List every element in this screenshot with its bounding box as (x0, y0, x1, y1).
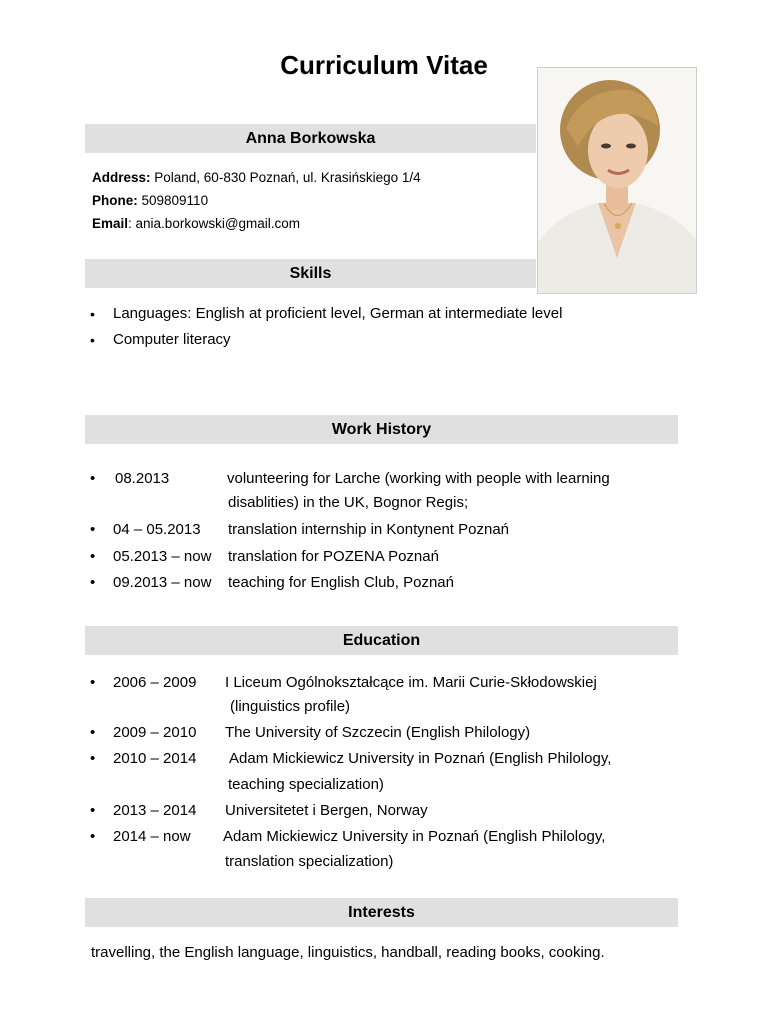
entry-date: 05.2013 – now (113, 548, 212, 565)
education-header (85, 626, 678, 655)
entry-description: Adam Mickiewicz University in Poznań (English Philology, (223, 828, 606, 845)
entry-description: volunteering for Larche (working with people with learning (227, 470, 610, 487)
phone-label: Phone: (92, 193, 138, 208)
bullet: • (90, 750, 96, 767)
list-item (90, 327, 231, 353)
entry-date: 2006 – 2009 (113, 674, 197, 691)
bullet: • (90, 674, 96, 691)
entry-date: 2010 – 2014 (113, 750, 197, 767)
profile-photo (537, 67, 697, 294)
work-history-title: Work History (331, 420, 432, 438)
entry-description-continued: translation specialization) (225, 853, 394, 870)
entry-description: translation internship in Kontynent Poznań (228, 521, 510, 538)
skills-title: Skills (289, 264, 332, 282)
address-value: Poland, 60-830 Poznań, ul. Krasińskiego 1/4 (150, 170, 421, 185)
entry-date: 2014 – now (113, 828, 191, 845)
phone-value: 509809110 (137, 193, 209, 208)
entry-description-continued: teaching specialization) (228, 776, 384, 793)
entry-description: Universitetet i Bergen, Norway (225, 802, 428, 819)
skill-text: Languages: English at proficient level, German at intermediate level (113, 305, 563, 322)
interests-header (85, 898, 678, 927)
skill-text: Computer literacy (113, 331, 231, 348)
entry-date: 2009 – 2010 (113, 724, 197, 741)
page-title: Curriculum Vitae (280, 50, 488, 80)
bullet: • (90, 332, 95, 348)
bullet: • (90, 828, 96, 845)
bullet: • (90, 470, 96, 487)
entry-date: 04 – 05.2013 (113, 521, 201, 538)
bullet: • (90, 802, 96, 819)
education-title: Education (342, 631, 421, 649)
entry-description: translation for POZENA Poznań (228, 548, 439, 565)
interests-text: travelling, the English language, linguistics, handball, reading books, cooking. (91, 944, 605, 961)
entry-date: 2013 – 2014 (113, 802, 197, 819)
candidate-name: Anna Borkowska (245, 129, 376, 147)
name-header (85, 124, 536, 153)
entry-description-continued: disablities) in the UK, Bognor Regis; (228, 494, 469, 511)
bullet: • (90, 574, 96, 591)
list-item (90, 301, 562, 327)
email-value: : ania.borkowski@gmail.com (128, 216, 301, 231)
email-label: Email (92, 216, 129, 231)
contact-block (92, 166, 421, 235)
work-history-header (85, 415, 678, 444)
entry-date: 09.2013 – now (113, 574, 212, 591)
entry-date: 08.2013 (115, 470, 170, 487)
address-label: Address: (92, 170, 151, 185)
bullet: • (90, 306, 95, 322)
interests-title: Interests (348, 903, 415, 921)
entry-description: Adam Mickiewicz University in Poznań (English Philology, (229, 750, 612, 767)
email-line (92, 212, 421, 235)
bullet: • (90, 548, 96, 565)
bullet: • (90, 724, 96, 741)
phone-line (92, 189, 421, 212)
bullet: • (90, 521, 96, 538)
entry-description: teaching for English Club, Poznań (228, 574, 454, 591)
entry-description: I Liceum Ogólnokształcące im. Marii Curie-Skłodowskiej (225, 674, 597, 691)
entry-description-continued: (linguistics profile) (230, 698, 351, 715)
address-line (92, 166, 421, 189)
skills-header (85, 259, 536, 288)
entry-description: The University of Szczecin (English Philology) (225, 724, 531, 741)
